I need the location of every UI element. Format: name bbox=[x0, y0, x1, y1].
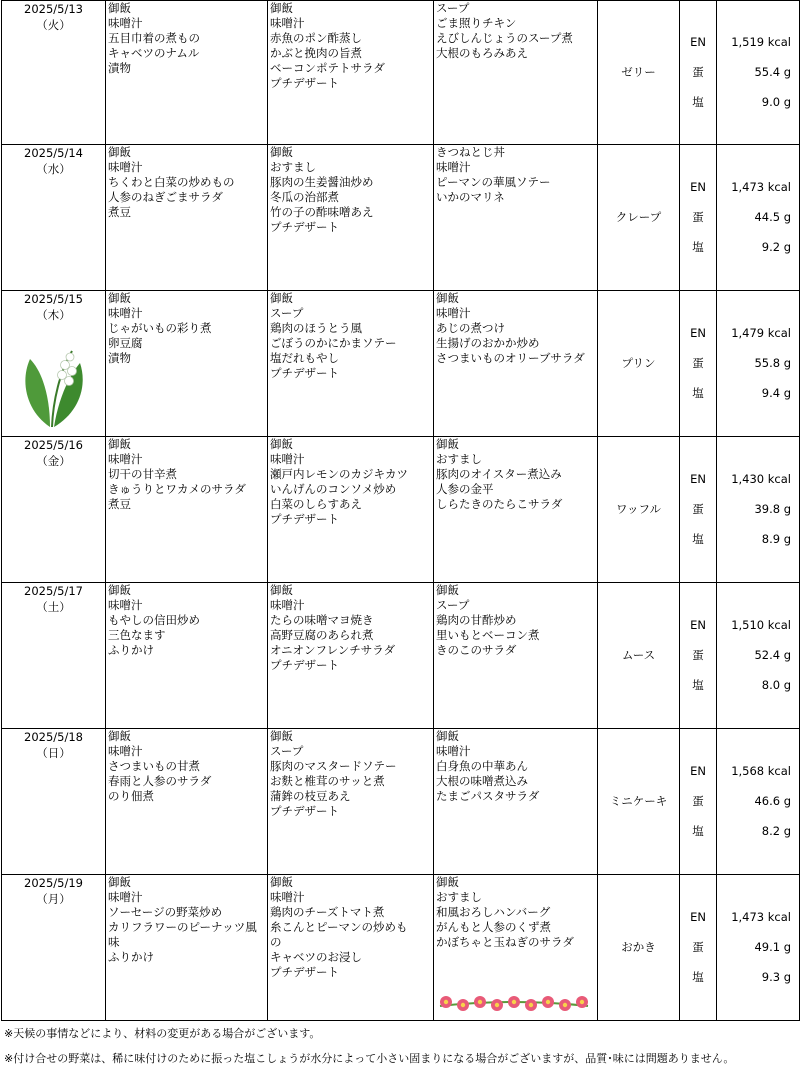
dinner-item: 味噌汁 bbox=[436, 744, 471, 758]
nutrient-labels-cell bbox=[680, 437, 717, 583]
nutrient-label-protein: 蛋 bbox=[692, 210, 704, 224]
breakfast-item: 御飯 bbox=[108, 875, 131, 889]
day-row bbox=[2, 437, 800, 583]
nutrient-value-energy: 1,519 kcal bbox=[731, 35, 791, 49]
lunch-item: 赤魚のポン酢蒸し bbox=[270, 31, 362, 45]
lunch-item: プチデザート bbox=[270, 804, 339, 818]
breakfast-item: もやしの信田炒め bbox=[108, 613, 200, 627]
weekday-text: （月） bbox=[36, 892, 71, 906]
dinner-item: 御飯 bbox=[436, 437, 459, 451]
date-cell bbox=[2, 145, 106, 291]
breakfast-item: 味噌汁 bbox=[108, 890, 143, 904]
dinner-item: 御飯 bbox=[436, 875, 459, 889]
lunch-item: おすまし bbox=[270, 160, 316, 174]
date-text: 2025/5/19 bbox=[24, 876, 83, 890]
lunch-cell bbox=[268, 875, 434, 1021]
weekday-text: （水） bbox=[36, 162, 71, 176]
dinner-cell bbox=[434, 437, 598, 583]
lunch-cell bbox=[268, 437, 434, 583]
nutrient-label-energy: EN bbox=[690, 180, 706, 194]
date-text: 2025/5/18 bbox=[24, 730, 83, 744]
date-cell bbox=[2, 437, 106, 583]
dinner-item: かぼちゃと玉ねぎのサラダ bbox=[436, 935, 574, 949]
nutrient-label-protein: 蛋 bbox=[692, 794, 704, 808]
date-cell bbox=[2, 291, 106, 437]
lunch-item: 味噌汁 bbox=[270, 890, 305, 904]
dinner-item: いかのマリネ bbox=[436, 190, 505, 204]
lunch-item: プチデザート bbox=[270, 658, 339, 672]
breakfast-cell bbox=[106, 437, 268, 583]
dinner-item: 大根のもろみあえ bbox=[436, 46, 528, 60]
nutrient-value-salt: 9.0 g bbox=[761, 95, 791, 109]
dinner-item: あじの煮つけ bbox=[436, 321, 505, 335]
breakfast-item: 味 bbox=[108, 935, 120, 949]
lunch-item: 味噌汁 bbox=[270, 598, 305, 612]
date-text: 2025/5/16 bbox=[24, 438, 83, 452]
lunch-item: かぶと挽肉の旨煮 bbox=[270, 46, 362, 60]
dinner-item: 御飯 bbox=[436, 583, 459, 597]
dessert-text: おかき bbox=[621, 940, 656, 954]
date-text: 2025/5/17 bbox=[24, 584, 83, 598]
lunch-item: 蒲鉾の枝豆あえ bbox=[270, 789, 351, 803]
nutrient-label-salt: 塩 bbox=[692, 386, 704, 400]
nutrient-value-protein: 55.4 g bbox=[754, 65, 791, 79]
day-row bbox=[2, 1, 800, 145]
nutrient-labels-cell bbox=[680, 1, 717, 145]
nutrient-value-salt: 8.2 g bbox=[761, 824, 791, 838]
dinner-item: 御飯 bbox=[436, 729, 459, 743]
dinner-item: きのこのサラダ bbox=[436, 643, 517, 657]
breakfast-item: ちくわと白菜の炒めもの bbox=[108, 175, 235, 189]
day-row bbox=[2, 145, 800, 291]
dessert-cell bbox=[598, 583, 680, 729]
breakfast-item: 煮豆 bbox=[108, 205, 131, 219]
dinner-cell bbox=[434, 145, 598, 291]
footnote-ingredients: ※天候の事情などにより、材料の変更がある場合がございます。 bbox=[4, 1027, 321, 1040]
menu-table bbox=[1, 0, 800, 1021]
date-text: 2025/5/15 bbox=[24, 292, 83, 306]
breakfast-item: 春雨と人参のサラダ bbox=[108, 774, 212, 788]
nutrient-values-cell bbox=[717, 145, 800, 291]
dinner-item: 豚肉のオイスター煮込み bbox=[436, 467, 562, 481]
lunch-item: 豚肉のマスタードソテー bbox=[270, 759, 397, 773]
dinner-item: さつまいものオリーブサラダ bbox=[436, 351, 585, 365]
lunch-item: プチデザート bbox=[270, 512, 339, 526]
nutrient-label-energy: EN bbox=[690, 35, 706, 49]
nutrient-label-energy: EN bbox=[690, 764, 706, 778]
nutrient-label-protein: 蛋 bbox=[692, 65, 704, 79]
dinner-cell bbox=[434, 875, 598, 1021]
dinner-item: おすまし bbox=[436, 452, 482, 466]
dessert-cell bbox=[598, 437, 680, 583]
breakfast-item: 御飯 bbox=[108, 437, 131, 451]
dinner-item: スープ bbox=[436, 1, 470, 15]
lunch-item: 冬瓜の治部煮 bbox=[270, 190, 339, 204]
lunch-item: 白菜のしらすあえ bbox=[270, 497, 362, 511]
lunch-cell bbox=[268, 1, 434, 145]
dessert-text: プリン bbox=[621, 356, 656, 370]
dinner-cell bbox=[434, 291, 598, 437]
dessert-text: クレープ bbox=[615, 210, 662, 224]
lunch-item: 鶏肉のチーズトマト煮 bbox=[270, 905, 385, 919]
lunch-item: プチデザート bbox=[270, 366, 339, 380]
lunch-item: ベーコンポテトサラダ bbox=[270, 61, 385, 75]
dinner-item: 白身魚の中華あん bbox=[436, 759, 528, 773]
breakfast-item: 御飯 bbox=[108, 583, 131, 597]
breakfast-item: のり佃煮 bbox=[108, 789, 154, 803]
lunch-cell bbox=[268, 291, 434, 437]
nutrient-label-energy: EN bbox=[690, 618, 706, 632]
lily-of-the-valley-icon bbox=[20, 341, 90, 429]
dinner-item: 生揚げのおかか炒め bbox=[436, 336, 540, 350]
day-row bbox=[2, 291, 800, 437]
nutrient-label-energy: EN bbox=[690, 910, 706, 924]
nutrient-label-salt: 塩 bbox=[692, 95, 704, 109]
nutrient-value-energy: 1,473 kcal bbox=[731, 180, 791, 194]
nutrient-value-energy: 1,479 kcal bbox=[731, 326, 791, 340]
lunch-item: たらの味噌マヨ焼き bbox=[270, 613, 374, 627]
weekday-text: （火） bbox=[36, 18, 71, 32]
date-cell bbox=[2, 1, 106, 145]
date-cell bbox=[2, 583, 106, 729]
lunch-cell bbox=[268, 729, 434, 875]
breakfast-item: 味噌汁 bbox=[108, 16, 143, 30]
dinner-cell bbox=[434, 729, 598, 875]
breakfast-item: 御飯 bbox=[108, 729, 131, 743]
date-text: 2025/5/14 bbox=[24, 146, 83, 160]
date-text: 2025/5/13 bbox=[24, 2, 83, 16]
breakfast-item: 漬物 bbox=[108, 351, 131, 365]
lunch-item: 瀬戸内レモンのカジキカツ bbox=[270, 467, 408, 481]
footnote-seasoning: ※付け合せの野菜は、稀に味付けのために振った塩こしょうが水分によって小さい固まりになる場合がございますが、品質･味には問題ありません。 bbox=[4, 1052, 735, 1065]
lunch-item: お麩と椎茸のサッと煮 bbox=[270, 774, 385, 788]
breakfast-item: 三色なます bbox=[108, 628, 166, 642]
nutrient-values-cell bbox=[717, 729, 800, 875]
lunch-item: スープ bbox=[270, 744, 304, 758]
weekday-text: （金） bbox=[36, 454, 71, 468]
nutrient-value-protein: 46.6 g bbox=[754, 794, 791, 808]
lunch-item: 豚肉の生姜醤油炒め bbox=[270, 175, 374, 189]
lunch-item: 塩だれもやし bbox=[270, 351, 339, 365]
nutrient-value-protein: 39.8 g bbox=[754, 502, 791, 516]
breakfast-item: じゃがいもの彩り煮 bbox=[108, 321, 212, 335]
dessert-cell bbox=[598, 875, 680, 1021]
nutrient-labels-cell bbox=[680, 729, 717, 875]
nutrient-labels-cell bbox=[680, 145, 717, 291]
nutrient-value-energy: 1,473 kcal bbox=[731, 910, 791, 924]
dinner-item: 和風おろしハンバーグ bbox=[436, 905, 551, 919]
breakfast-item: 御飯 bbox=[108, 291, 131, 305]
breakfast-cell bbox=[106, 145, 268, 291]
dinner-item: 大根の味噌煮込み bbox=[436, 774, 528, 788]
nutrient-label-energy: EN bbox=[690, 326, 706, 340]
dinner-item: 味噌汁 bbox=[436, 306, 471, 320]
dinner-item: 味噌汁 bbox=[436, 160, 471, 174]
breakfast-item: 味噌汁 bbox=[108, 452, 143, 466]
flower-garland-icon bbox=[438, 992, 590, 1014]
nutrient-label-protein: 蛋 bbox=[692, 940, 704, 954]
nutrient-value-protein: 49.1 g bbox=[754, 940, 791, 954]
breakfast-cell bbox=[106, 291, 268, 437]
breakfast-item: さつまいもの甘煮 bbox=[108, 759, 200, 773]
nutrient-label-energy: EN bbox=[690, 472, 706, 486]
breakfast-item: 漬物 bbox=[108, 61, 131, 75]
breakfast-item: 煮豆 bbox=[108, 497, 131, 511]
lunch-item: オニオンフレンチサラダ bbox=[270, 643, 396, 657]
nutrient-label-protein: 蛋 bbox=[692, 502, 704, 516]
nutrient-value-salt: 8.0 g bbox=[761, 678, 791, 692]
dessert-text: ミニケーキ bbox=[609, 794, 668, 808]
dessert-text: ワッフル bbox=[616, 502, 661, 516]
dinner-cell bbox=[434, 1, 598, 145]
dessert-text: ゼリー bbox=[621, 65, 656, 79]
day-row bbox=[2, 729, 800, 875]
nutrient-labels-cell bbox=[680, 583, 717, 729]
breakfast-item: 御飯 bbox=[108, 145, 131, 159]
dessert-cell bbox=[598, 145, 680, 291]
lunch-item: スープ bbox=[270, 306, 304, 320]
breakfast-item: ふりかけ bbox=[108, 950, 154, 964]
lunch-item: の bbox=[270, 935, 282, 949]
nutrient-label-salt: 塩 bbox=[692, 970, 704, 984]
day-row bbox=[2, 583, 800, 729]
lunch-item: 竹の子の酢味噌あえ bbox=[270, 205, 374, 219]
dinner-item: きつねとじ丼 bbox=[436, 145, 505, 159]
lunch-item: プチデザート bbox=[270, 965, 339, 979]
dinner-item: 御飯 bbox=[436, 291, 459, 305]
breakfast-item: ふりかけ bbox=[108, 643, 154, 657]
breakfast-cell bbox=[106, 1, 268, 145]
nutrient-label-protein: 蛋 bbox=[692, 356, 704, 370]
lunch-item: いんげんのコンソメ炒め bbox=[270, 482, 397, 496]
nutrient-value-protein: 52.4 g bbox=[754, 648, 791, 662]
nutrient-values-cell bbox=[717, 437, 800, 583]
lunch-item: 御飯 bbox=[270, 729, 293, 743]
nutrient-values-cell bbox=[717, 1, 800, 145]
nutrient-value-protein: 44.5 g bbox=[754, 210, 791, 224]
lunch-item: 味噌汁 bbox=[270, 16, 305, 30]
nutrient-value-salt: 9.3 g bbox=[761, 970, 791, 984]
nutrient-label-salt: 塩 bbox=[692, 678, 704, 692]
nutrient-value-protein: 55.8 g bbox=[754, 356, 791, 370]
breakfast-item: 切干の甘辛煮 bbox=[108, 467, 177, 481]
breakfast-cell bbox=[106, 729, 268, 875]
lunch-cell bbox=[268, 145, 434, 291]
weekday-text: （木） bbox=[36, 308, 71, 322]
nutrient-labels-cell bbox=[680, 291, 717, 437]
lunch-item: 御飯 bbox=[270, 583, 293, 597]
nutrient-label-salt: 塩 bbox=[692, 532, 704, 546]
breakfast-item: キャベツのナムル bbox=[108, 46, 200, 60]
lunch-item: 鶏肉のほうとう風 bbox=[270, 321, 362, 335]
breakfast-item: 人参のねぎごまサラダ bbox=[108, 190, 223, 204]
dinner-cell bbox=[434, 583, 598, 729]
breakfast-item: 五目巾着の煮もの bbox=[108, 31, 200, 45]
dinner-item: がんもと人参のくず煮 bbox=[436, 920, 551, 934]
dessert-cell bbox=[598, 1, 680, 145]
breakfast-item: 味噌汁 bbox=[108, 306, 143, 320]
lunch-item: 糸こんとピーマンの炒めも bbox=[270, 920, 408, 934]
breakfast-item: 味噌汁 bbox=[108, 744, 143, 758]
breakfast-item: カリフラワーのピーナッツ風 bbox=[108, 920, 257, 934]
nutrient-value-salt: 8.9 g bbox=[761, 532, 791, 546]
dinner-item: ピーマンの華風ソテー bbox=[436, 175, 551, 189]
lunch-item: ごぼうのかにかまソテー bbox=[270, 336, 397, 350]
date-cell bbox=[2, 729, 106, 875]
dinner-item: たまごパスタサラダ bbox=[436, 789, 540, 803]
dinner-item: スープ bbox=[436, 598, 470, 612]
weekday-text: （日） bbox=[36, 746, 71, 760]
lunch-item: プチデザート bbox=[270, 76, 339, 90]
breakfast-item: ソーセージの野菜炒め bbox=[108, 905, 223, 919]
lunch-item: キャベツのお浸し bbox=[270, 950, 362, 964]
dinner-item: 人参の金平 bbox=[436, 482, 494, 496]
nutrient-value-salt: 9.2 g bbox=[761, 240, 791, 254]
dinner-item: ごま照りチキン bbox=[436, 16, 517, 30]
dinner-item: 鶏肉の甘酢炒め bbox=[436, 613, 517, 627]
lunch-cell bbox=[268, 583, 434, 729]
lunch-item: 御飯 bbox=[270, 145, 293, 159]
lunch-item: プチデザート bbox=[270, 220, 339, 234]
lunch-item: 味噌汁 bbox=[270, 452, 305, 466]
breakfast-item: 卵豆腐 bbox=[108, 336, 143, 350]
lunch-item: 御飯 bbox=[270, 875, 293, 889]
lunch-item: 御飯 bbox=[270, 291, 293, 305]
breakfast-item: 味噌汁 bbox=[108, 160, 143, 174]
breakfast-item: 御飯 bbox=[108, 1, 131, 15]
dinner-item: しらたきのたらこサラダ bbox=[436, 497, 563, 511]
weekday-text: （土） bbox=[36, 600, 71, 614]
dinner-item: えびしんじょうのスープ煮 bbox=[436, 31, 573, 45]
lunch-item: 高野豆腐のあられ煮 bbox=[270, 628, 374, 642]
dinner-item: おすまし bbox=[436, 890, 482, 904]
nutrient-label-salt: 塩 bbox=[692, 824, 704, 838]
nutrient-value-salt: 9.4 g bbox=[761, 386, 791, 400]
lunch-item: 御飯 bbox=[270, 437, 293, 451]
nutrient-value-energy: 1,430 kcal bbox=[731, 472, 791, 486]
nutrient-value-energy: 1,510 kcal bbox=[731, 618, 791, 632]
nutrient-labels-cell bbox=[680, 875, 717, 1021]
nutrient-values-cell bbox=[717, 291, 800, 437]
lunch-item: 御飯 bbox=[270, 1, 293, 15]
nutrient-value-energy: 1,568 kcal bbox=[731, 764, 791, 778]
nutrient-values-cell bbox=[717, 875, 800, 1021]
breakfast-item: 味噌汁 bbox=[108, 598, 143, 612]
nutrient-label-salt: 塩 bbox=[692, 240, 704, 254]
date-cell bbox=[2, 875, 106, 1021]
nutrient-values-cell bbox=[717, 583, 800, 729]
nutrient-label-protein: 蛋 bbox=[692, 648, 704, 662]
breakfast-cell bbox=[106, 583, 268, 729]
dinner-item: 里いもとベーコン煮 bbox=[436, 628, 540, 642]
dessert-cell bbox=[598, 729, 680, 875]
day-row bbox=[2, 875, 800, 1021]
breakfast-cell bbox=[106, 875, 268, 1021]
breakfast-item: きゅうりとワカメのサラダ bbox=[108, 482, 246, 496]
dessert-text: ムース bbox=[621, 648, 656, 662]
dessert-cell bbox=[598, 291, 680, 437]
